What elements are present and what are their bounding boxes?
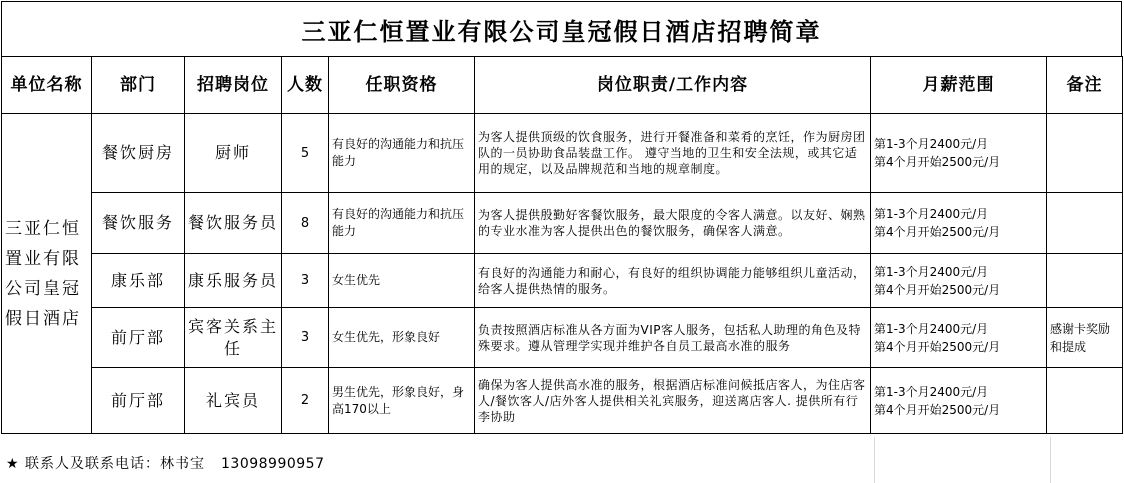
count-cell: 3 [282, 254, 329, 308]
unit-name-cell: 三亚仁恒置业有限公司皇冠假日酒店 [2, 114, 92, 434]
salary-cell [871, 193, 1047, 254]
duties-cell: 确保为客人提供高水准的服务，根据酒店标准问候抵店客人，为住店客人/餐饮客人/店外客人提供相关礼宾服务，迎送离店客人. 提供所有行李协助 [475, 368, 871, 434]
salary-from-month-four: 第4个月开始2500元/月 [874, 225, 1001, 239]
dept-cell: 餐饮厨房 [92, 114, 185, 193]
count-cell: 8 [282, 193, 329, 254]
qualification-cell: 男生优先，形象良好，身高170以上 [329, 368, 475, 434]
note-cell [1047, 114, 1123, 193]
count-cell: 3 [282, 308, 329, 368]
page-title: 三亚仁恒置业有限公司皇冠假日酒店招聘简章 [1, 1, 1122, 57]
count-cell: 2 [282, 368, 329, 434]
duties-cell: 负责按照酒店标准从各方面为VIP客人服务，包括私人助理的角色及特殊要求。遵从管理学实现并维护各自员工最高水准的服务 [475, 308, 871, 368]
header-note: 备注 [1047, 57, 1123, 114]
salary-first-months: 第1-3个月2400元/月 [874, 264, 989, 279]
salary-cell [871, 308, 1047, 368]
table-row [2, 114, 1123, 193]
contact-line [6, 452, 325, 476]
note-cell [1047, 193, 1123, 254]
header-qualification: 任职资格 [329, 57, 475, 114]
header-row [2, 57, 1123, 114]
position-cell: 宾客关系主任 [185, 308, 282, 368]
contact-phone: 13098990957 [221, 456, 325, 472]
contact-label: 联系人及联系电话：林书宝 [25, 456, 206, 472]
table-row [2, 308, 1123, 368]
header-position: 招聘岗位 [185, 57, 282, 114]
dept-cell: 前厅部 [92, 308, 185, 368]
salary-cell [871, 254, 1047, 308]
header-count: 人数 [282, 57, 329, 114]
duties-cell: 有良好的沟通能力和耐心，有良好的组织协调能力能够组织儿童活动，给客人提供热情的服务。 [475, 254, 871, 308]
qualification-cell: 女生优先 [329, 254, 475, 308]
salary-first-months: 第1-3个月2400元/月 [874, 137, 989, 151]
table-row [2, 368, 1123, 434]
dept-cell: 餐饮服务 [92, 193, 185, 254]
position-cell: 餐饮服务员 [185, 193, 282, 254]
star-icon: ★ [6, 456, 20, 472]
note-cell [1047, 368, 1123, 434]
qualification-cell: 有良好的沟通能力和抗压能力 [329, 193, 475, 254]
position-cell: 康乐服务员 [185, 254, 282, 308]
salary-first-months: 第1-3个月2400元/月 [874, 207, 989, 221]
recruitment-table [1, 56, 1123, 434]
dept-cell: 前厅部 [92, 368, 185, 434]
header-duties: 岗位职责/工作内容 [475, 57, 871, 114]
sheet-gridline [874, 437, 875, 483]
table-row [2, 193, 1123, 254]
duties-cell: 为客人提供顶级的饮食服务，进行开餐准备和菜肴的烹饪，作为厨房团队的一员协助食品装盘工作。 遵守当地的卫生和安全法规，或其它适用的规定，以及品牌规范和当地的规章制度。 [475, 114, 871, 193]
header-unit: 单位名称 [2, 57, 92, 114]
qualification-cell: 有良好的沟通能力和抗压能力 [329, 114, 475, 193]
dept-cell: 康乐部 [92, 254, 185, 308]
salary-cell [871, 114, 1047, 193]
salary-first-months: 第1-3个月2400元/月 [874, 321, 989, 336]
sheet-gridline [1050, 437, 1051, 483]
duties-cell: 为客人提供殷勤好客餐饮服务，最大限度的令客人满意。以友好、娴熟的专业水准为客人提供出色的餐饮服务，确保客人满意。 [475, 193, 871, 254]
position-cell: 厨师 [185, 114, 282, 193]
salary-from-month-four: 第4个月开始2500元/月 [874, 339, 1001, 354]
position-cell: 礼宾员 [185, 368, 282, 434]
note-cell [1047, 254, 1123, 308]
table-row [2, 254, 1123, 308]
salary-cell [871, 368, 1047, 434]
qualification-cell: 女生优先，形象良好 [329, 308, 475, 368]
count-cell: 5 [282, 114, 329, 193]
salary-from-month-four: 第4个月开始2500元/月 [874, 282, 1001, 297]
salary-from-month-four: 第4个月开始2500元/月 [874, 155, 1001, 169]
salary-from-month-four: 第4个月开始2500元/月 [874, 402, 1001, 417]
header-salary: 月薪范围 [871, 57, 1047, 114]
header-dept: 部门 [92, 57, 185, 114]
salary-first-months: 第1-3个月2400元/月 [874, 384, 989, 399]
note-cell: 感谢卡奖励和提成 [1047, 308, 1123, 368]
